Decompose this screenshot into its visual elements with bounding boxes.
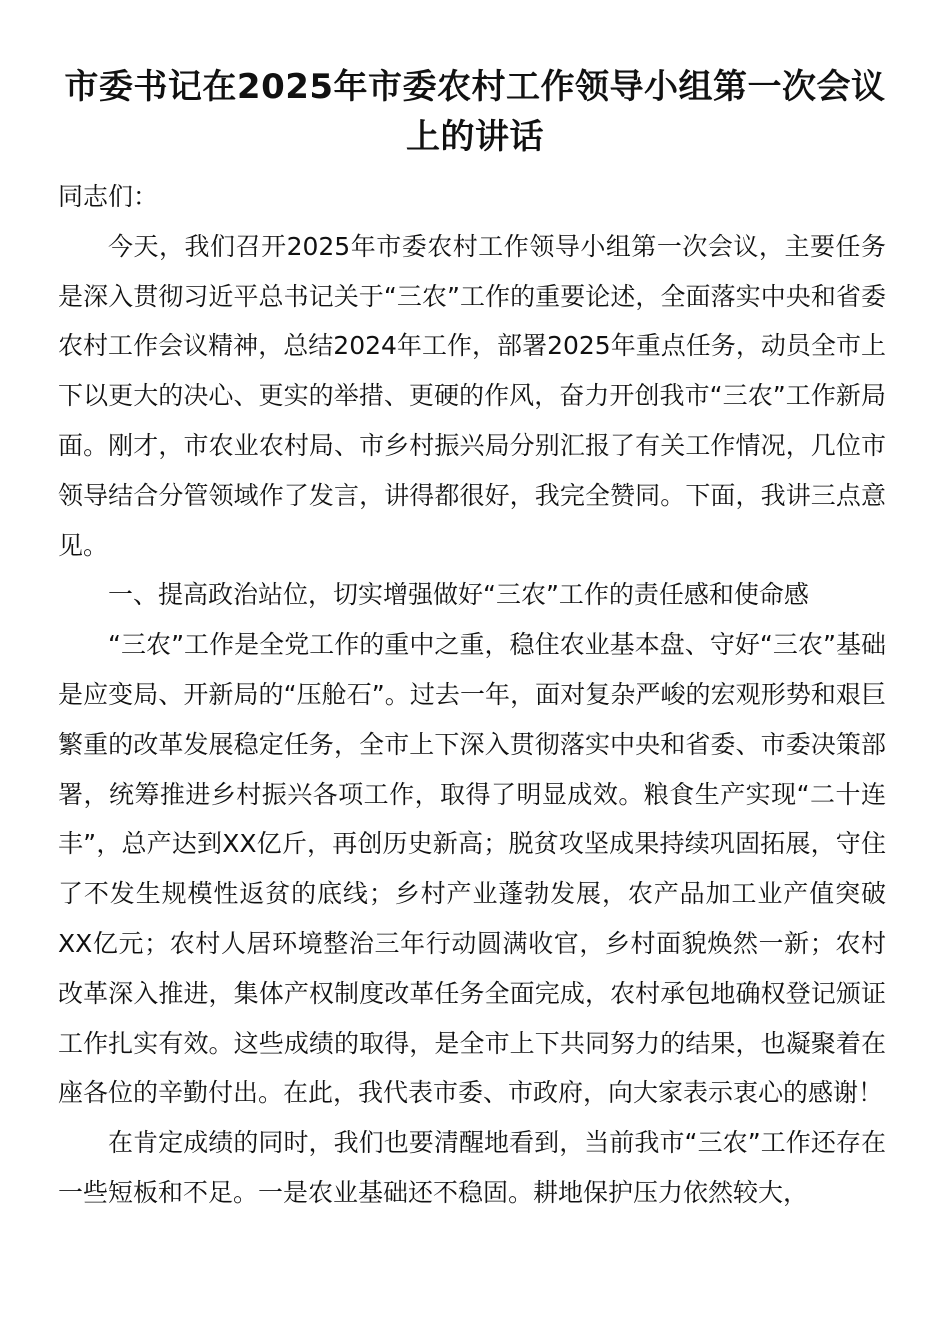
document-body (58, 172, 886, 1218)
salutation: 同志们： (58, 182, 159, 211)
paragraph-achievements: “三农”工作是全党工作的重中之重，稳住农业基本盘、守好“三农”基础是应变局、开新局的“压舱石”。过去一年，面对复杂严峻的宏观形势和艰巨繁重的改革发展稳定任务，全市上下深入贯彻落实中央和省委、市委决策部署，统筹推进乡村振兴各项工作，取得了明显成效。粮食生产实现“二十连丰”，总产达到XX亿斤，再创历史新高；脱贫攻坚成果持续巩固拓展，守住了不发生规模性返贫的底线；乡村产业蓬勃发展，农产品加工业产值突破XX亿元；农村人居环境整治三年行动圆满收官，乡村面貌焕然一新；农村改革深入推进，集体产权制度改革任务全面完成，农村承包地确权登记颁证工作扎实有效。这些成绩的取得，是全市上下共同努力的结果，也凝聚着在座各位的辛勤付出。在此，我代表市委、市政府，向大家表示衷心的感谢！ (58, 630, 886, 1108)
document-title: 市委书记在2025年市委农村工作领导小组第一次会议上的讲话 (64, 67, 886, 157)
paragraph-intro: 今天，我们召开2025年市委农村工作领导小组第一次会议，主要任务是深入贯彻习近平总书记关于“三农”工作的重要论述，全面落实中央和省委农村工作会议精神，总结2024年工作，部署2025年重点任务，动员全市上下以更大的决心、更实的举措、更硬的作风，奋力开创我市“三农”工作新局面。刚才，市农业农村局、市乡村振兴局分别汇报了有关工作情况，几位市领导结合分管领域作了发言，讲得都很好，我完全赞同。下面，我讲三点意见。 (58, 231, 886, 560)
paragraph-shortcomings: 在肯定成绩的同时，我们也要清醒地看到，当前我市“三农”工作还存在一些短板和不足。一是农业基础还不稳固。耕地保护压力依然较大， (58, 1128, 886, 1207)
section-heading-1: 一、提高政治站位，切实增强做好“三农”工作的责任感和使命感 (108, 580, 809, 610)
